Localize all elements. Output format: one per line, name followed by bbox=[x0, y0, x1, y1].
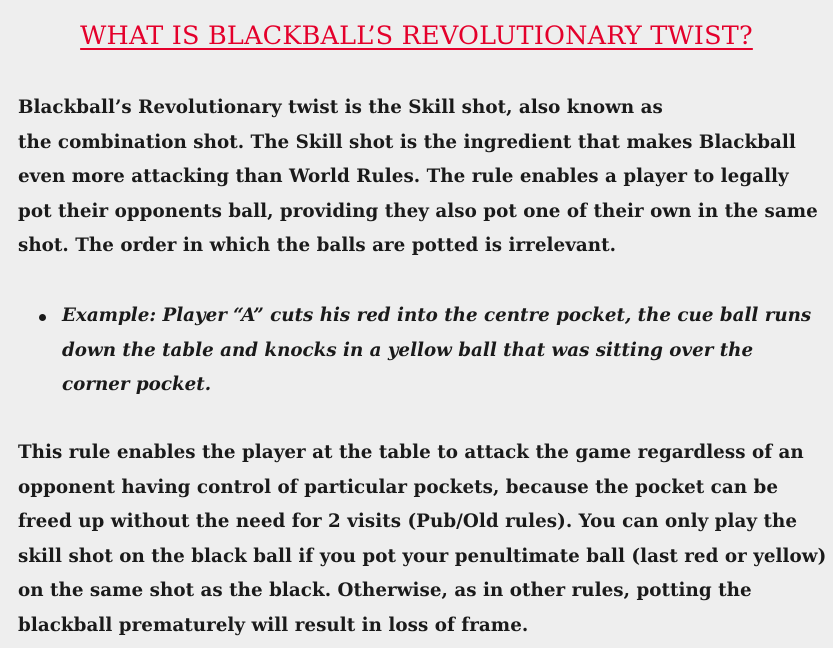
example-line: corner pocket. bbox=[62, 374, 212, 395]
rule-line: opponent having control of particular pockets, because the pocket can be bbox=[18, 476, 779, 498]
rule-line: freed up without the need for 2 visits (Pub/Old rules). You can only play the bbox=[18, 511, 797, 532]
intro-line: pot their opponents ball, providing they also pot one of their own in the same bbox=[18, 200, 818, 222]
rule-line: This rule enables the player at the table to attack the game regardless of an bbox=[18, 442, 804, 463]
bullet-icon bbox=[39, 314, 46, 321]
page-title: WHAT IS BLACKBALL’S REVOLUTIONARY TWIST? bbox=[80, 21, 753, 51]
intro-line: the combination shot. The Skill shot is the ingredient that makes Blackball bbox=[18, 131, 796, 153]
intro-line: even more attacking than World Rules. The rule enables a player to legally bbox=[18, 166, 789, 187]
example-list bbox=[18, 299, 818, 403]
example-line: Example: Player “A” cuts his red into the centre pocket, the cue ball runs bbox=[62, 305, 812, 326]
intro-line: shot. The order in which the balls are potted is irrelevant. bbox=[18, 235, 617, 256]
example-line: down the table and knocks in a yellow ball that was sitting over the bbox=[62, 339, 754, 361]
rule-line: skill shot on the black ball if you pot your penultimate ball (last red or yellow) bbox=[18, 545, 827, 567]
intro-paragraph bbox=[18, 91, 828, 264]
example-list-item bbox=[18, 299, 818, 403]
rule-line: blackball prematurely will result in loss of frame. bbox=[18, 614, 529, 636]
intro-line: Blackball’s Revolutionary twist is the Skill shot, also known as bbox=[18, 97, 663, 118]
rule-paragraph bbox=[18, 436, 828, 643]
rule-line: on the same shot as the black. Otherwise, as in other rules, potting the bbox=[18, 580, 752, 601]
